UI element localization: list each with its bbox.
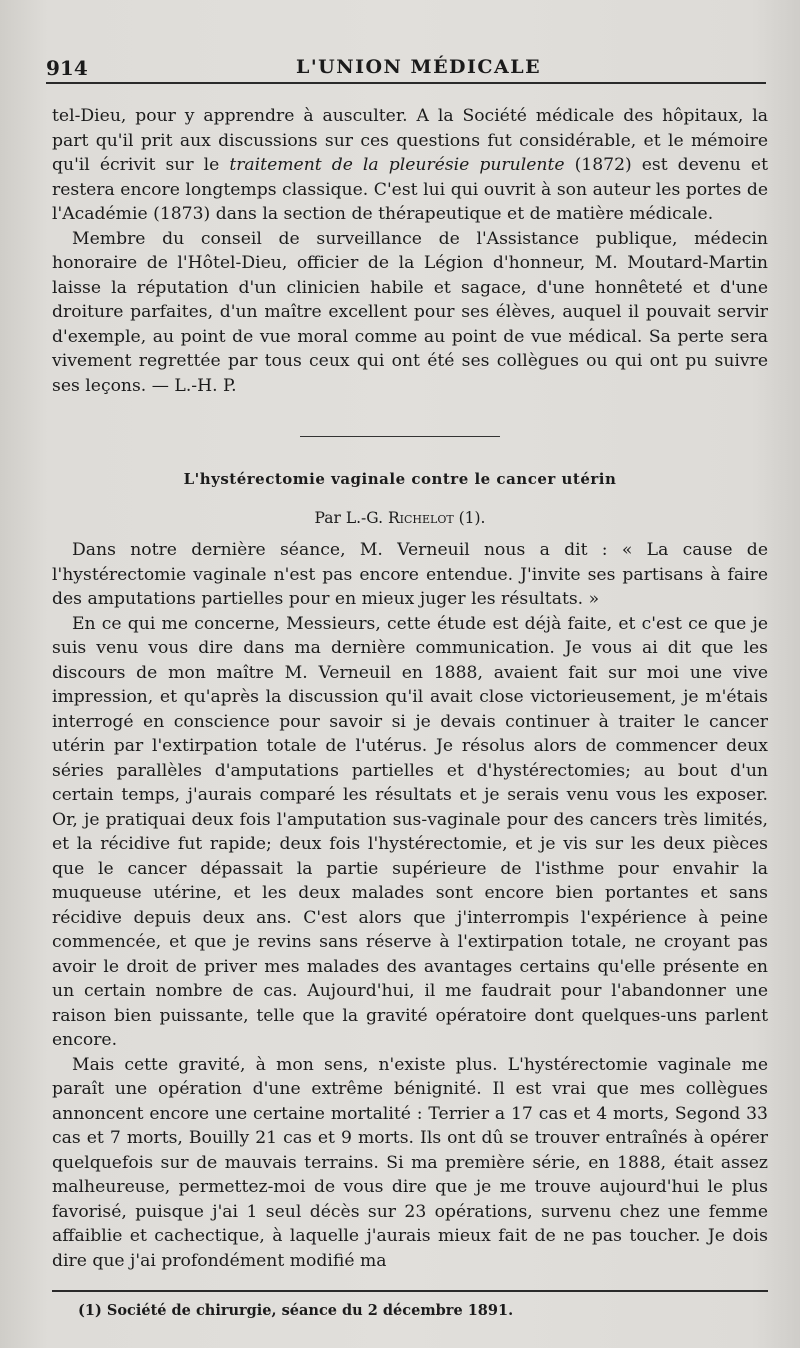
article-paragraph-2: En ce qui me concerne, Messieurs, cette étude est déjà faite, et c'est ce que je suis venu vous dire dans ma dernière communication. Je vous ai dit que les discours de mon maître M. Verneuil en 1888, avaient fait sur moi une vive impression, et qu'après la discussion qu'il avait close victorieusement, je m'étais interrogé en conscience pour savoir si je devais continuer à traiter le cancer utérin par l'extirpation totale de l'utérus. Je résolus alors de commencer deux séries parallèles d'amputations partielles et d'hystérectomies; au bout d'un certain temps, j'aurais comparé les résultats et je serais venu vous les exposer. Or, je pratiquai deux fois l'amputation sus-vaginale pour des cancers très limités, et la récidive fut rapide; deux fois l'hystérectomie, et je vis sur les deux pièces que le cancer dépassait la partie supérieure de l'isthme pour envahir la muqueuse utérine, et les deux malades sont encore bien portantes et sans récidive depuis deux ans. C'est alors que j'interrompis l'expérience à peine commencée, et que je revins sans réserve à l'extirpation totale, ne croyant pas avoir le droit de priver mes malades des avantages certains qu'elle présente en un certain nombre de cas. Aujourd'hui, il me faudrait pour l'abandonner une raison bien puissante, telle que la gravité opératoire dont quelques-uns parlent encore. [52, 613, 768, 1050]
obituary-continuation [52, 104, 768, 398]
section-divider [300, 436, 500, 437]
obituary-paragraph-2 [52, 227, 768, 399]
author-name: L.-G. Richelot [345, 509, 454, 527]
paragraph-text: Membre du conseil de surveillance de l'Assistance publique, médecin honoraire de l'Hôtel-Dieu, officier de la Légion d'honneur, M. Moutard-Martin laisse la réputation d'un clinicien habile et sagace, d'une honnêteté et d'une droiture parfaites, d'un maître excellent pour ses élèves, auquel il pouvait servir d'exemple, au point de vue moral comme au point de vue médical. Sa perte sera vivement regrettée par tous ceux qui ont été ses collègues ou qui ont pu suivre ses leçons. [52, 228, 768, 396]
byline-prefix: Par [314, 509, 346, 527]
page-header [46, 52, 766, 84]
article-paragraph-3: Mais cette gravité, à mon sens, n'existe plus. L'hystérectomie vaginale me paraît une opération d'une extrême bénignité. Il est vrai que mes collègues annoncent encore une certaine mortalité : Terrier a 17 cas et 4 morts, Segond 33 cas et 7 morts, Bouilly 21 cas et 9 morts. Ils ont dû se trouver entraînés à opérer quelquefois sur de mauvais terrains. Si ma première série, en 1888, était assez malheureuse, permettez-moi de vous dire que je me trouve aujourd'hui le plus favorisé, puisque j'ai 1 seul décès sur 23 opérations, survenu chez une femme affaiblie et cachectique, à laquelle j'aurais mieux fait de ne pas toucher. Je dois dire que j'ai profondément modifié ma [52, 1054, 768, 1271]
paragraph-text: (1872) est devenu et restera encore longtemps classique. C'est lui qui ouvrit à son auteur les portes de l'Académie (1873) dans la section de thérapeutique et de matière médicale. [52, 155, 768, 224]
running-title: L'UNION MÉDICALE [296, 56, 542, 78]
article-title: L'hystérectomie vaginale contre le cancer utérin [183, 470, 617, 488]
footnote: (1) Société de chirurgie, séance du 2 décembre 1891. [78, 1302, 514, 1319]
paragraph-text: tel-Dieu, pour y apprendre à ausculter. A la Société médicale des hôpitaux, la part qu'il prit aux discussions sur ces questions fut considérable, et le mémoire qu'il écrivit sur le [52, 106, 768, 175]
obituary-paragraph-1 [52, 104, 768, 227]
article-byline [0, 509, 800, 527]
author-signature: — L.-H. P. [151, 375, 237, 396]
footnote-rule [52, 1290, 768, 1292]
article-body [52, 538, 768, 1273]
page-number: 914 [46, 56, 88, 80]
footnote-reference: (1). [453, 509, 486, 527]
italic-title: traitement de la pleurésie purulente [229, 155, 565, 175]
article-paragraph-1: Dans notre dernière séance, M. Verneuil nous a dit : « La cause de l'hystérectomie vaginale n'est pas encore entendue. J'invite ses partisans à faire des amputations partielles pour en mieux juger les résultats. » [52, 540, 768, 609]
